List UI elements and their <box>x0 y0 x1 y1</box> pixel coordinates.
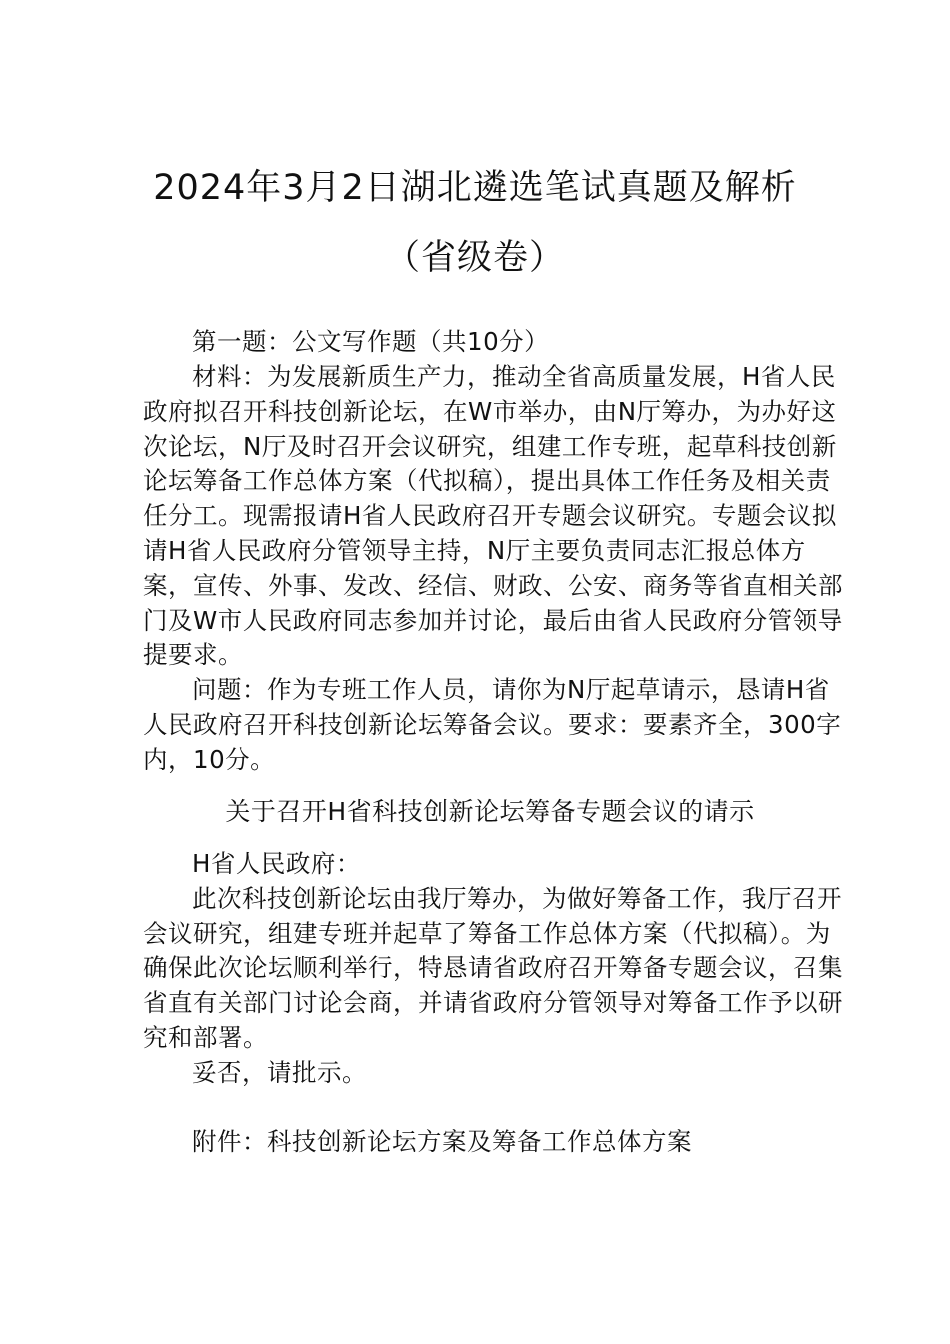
document-title: 2024年3月2日湖北遴选笔试真题及解析 <box>153 168 797 208</box>
letter-title: 关于召开H省科技创新论坛筹备专题会议的请示 <box>225 797 755 826</box>
letter-body <box>143 847 843 1091</box>
question-heading <box>143 325 843 360</box>
question-block <box>143 360 843 778</box>
attachment-line <box>143 1125 843 1160</box>
letter-paragraph: 此次科技创新论坛由我厅筹办，为做好筹备工作，我厅召开会议研究，组建专班并起草了筹备工作总体方案（代拟稿）。为确保此次论坛顺利举行，特恳请省政府召开筹备专题会议，召集省直有关部门讨论会商，并请省政府分管领导对筹备工作予以研究和部署。 <box>143 883 843 1052</box>
question-heading-text: 第一题：公文写作题（共10分） <box>192 327 550 356</box>
attachment-text: 附件：科技创新论坛方案及筹备工作总体方案 <box>192 1127 692 1156</box>
material-paragraph: 材料：为发展新质生产力，推动全省高质量发展，H省人民政府拟召开科技创新论坛，在W市举办，由N厅筹办，为办好这次论坛，N厅及时召开会议研究，组建工作专班，起草科技创新论坛筹备工作总体方案（代拟稿），提出具体工作任务及相关责任分工。现需报请H省人民政府召开专题会议研究。专题会议拟请H省人民政府分管领导主持，N厅主要负责同志汇报总体方案，宣传、外事、发改、经信、财政、公安、商务等省直相关部门及W市人民政府同志参加并讨论，最后由省人民政府分管领导提要求。 <box>143 362 843 670</box>
letter-closing: 妥否，请批示。 <box>192 1057 367 1087</box>
letter-addressee: H省人民政府： <box>192 849 361 878</box>
question-paragraph: 问题：作为专班工作人员，请你为N厅起草请示，恳请H省人民政府召开科技创新论坛筹备会议。要求：要素齐全，300字内，10分。 <box>143 675 842 774</box>
document-subtitle: （省级卷） <box>384 238 565 278</box>
